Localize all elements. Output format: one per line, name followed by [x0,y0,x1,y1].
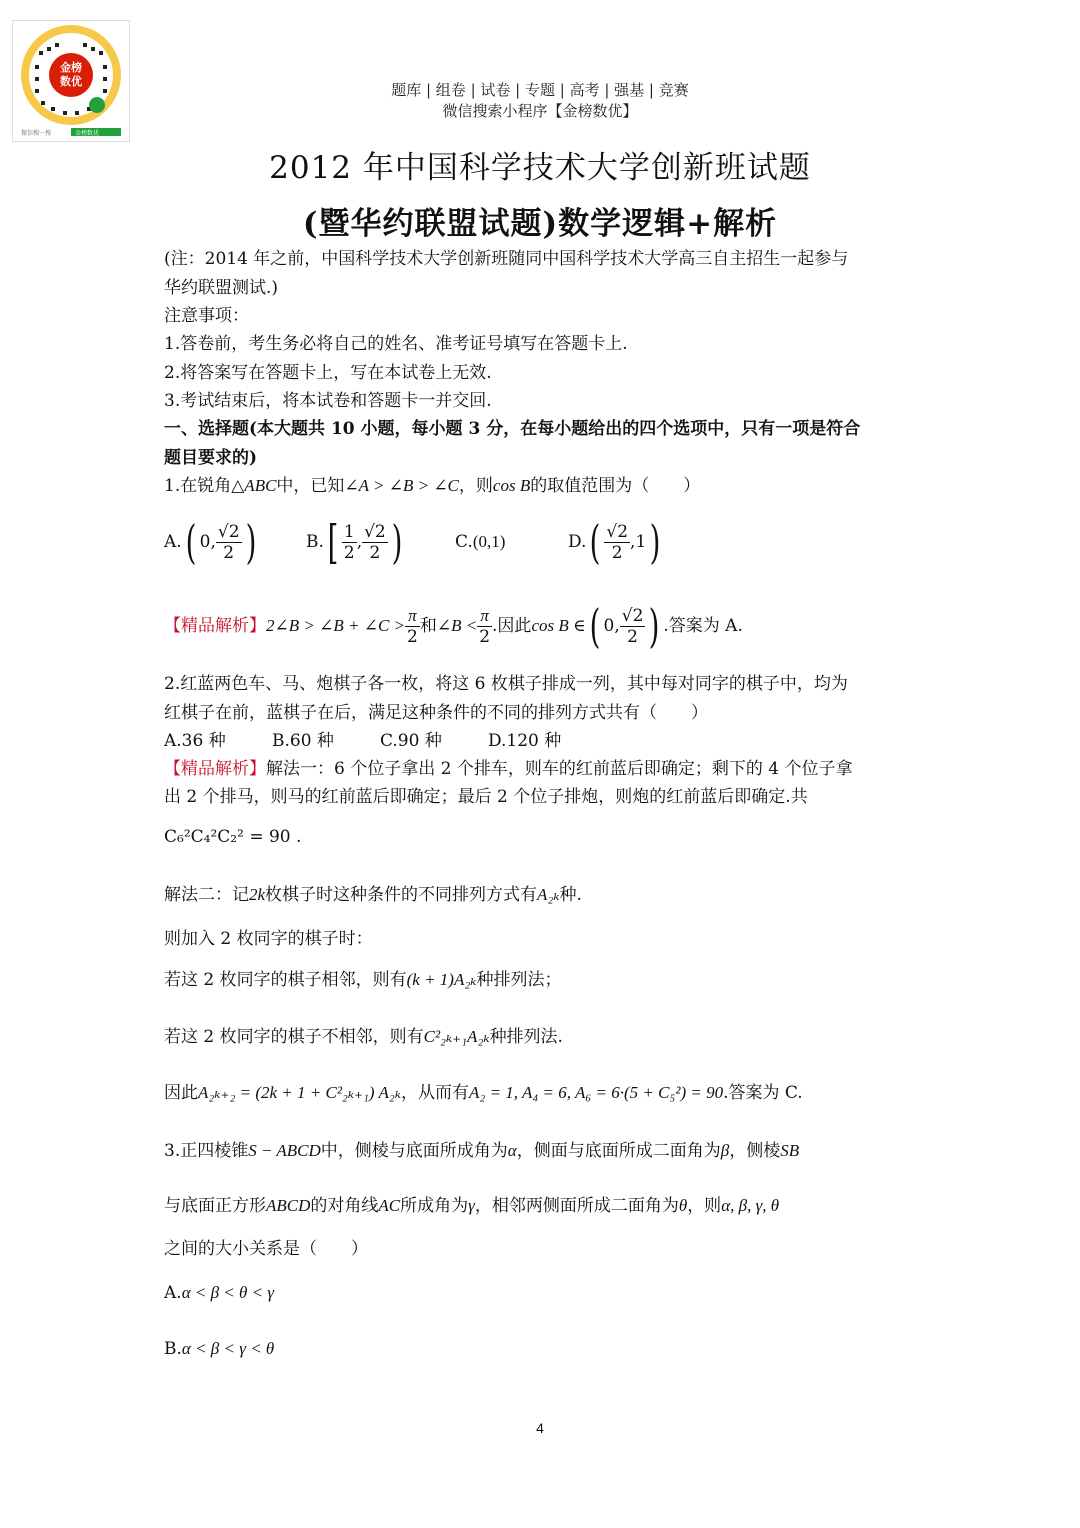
q3-text: ，则 [687,1196,722,1216]
denominator: 2 [479,626,491,647]
analysis-formula: C²₂ₖ₊₁A₂ₖ [423,1027,490,1046]
q2-therefore [164,1082,803,1104]
denominator: 2 [627,626,638,647]
analysis-text: 因此 [164,1083,198,1103]
q1-triangle: △ABC [231,476,277,495]
numerator: π [405,606,420,627]
q3-formula: AC [378,1196,401,1215]
header-mini-program: 微信搜索小程序【金榜数优】 [442,102,638,120]
numerator: √2 [364,521,386,542]
right-paren: ) [391,515,403,569]
page-number: 4 [536,1420,544,1436]
q1-option-b: B. [ $\frac{1}{2}$ , $\frac{√2}{2}$ ) [306,515,403,569]
analysis-formula: ∠B < [436,616,478,635]
logo-footer-right: 金榜数优 [75,130,100,137]
left-paren: ( [590,515,601,569]
fraction [362,522,388,563]
instruction-item: 3.考试结束后，将本试卷和答题卡一并交回. [164,391,492,411]
logo-center-text-2: 数优 [60,75,82,88]
question-3-stem-line-3: 之间的大小关系是（ ） [164,1239,368,1259]
denominator: 2 [611,542,623,563]
instruction-item: 2.将答案写在答题卡上，写在本试卷上无效. [164,363,492,383]
right-paren: ) [649,599,660,653]
analysis-text: .因此 [492,616,532,636]
q1-stem-text: 的取值范围为（ ） [530,476,701,496]
option-value: ,1 [630,532,647,552]
q3-option-a [164,1282,274,1304]
denominator: 2 [223,542,235,563]
numerator: π [477,606,492,627]
question-3-stem-line-1 [164,1140,799,1162]
fraction [342,522,357,563]
logo-center-text-1: 金榜 [60,61,82,74]
logo-footer-left: 微信搜一搜 [21,130,52,137]
analysis-text: 解法一：6 个位子拿出 2 个排车，则车的红前蓝后即确定；剩下的 4 个位子拿 [266,759,853,779]
q3-text: 与底面正方形 [164,1196,266,1216]
question-3-stem-line-2 [164,1195,779,1217]
q3-option-b [164,1338,274,1360]
analysis-formula: (k + 1)A₂ₖ [406,970,477,989]
q3-formula: γ [468,1196,475,1215]
analysis-formula: 0, [603,616,620,636]
fraction [604,522,630,563]
analysis-formula: cos B ∈ [531,616,586,635]
q3-text: 的对角线 [310,1196,379,1216]
q1-condition: ∠A > ∠B > ∠C [344,476,459,495]
denominator: 2 [369,542,381,563]
q1-option-d [568,512,664,572]
instructions-heading: 注意事项： [164,306,249,326]
page-title: 2012 年中国科学技术大学创新班试题 [269,150,811,186]
q1-stem-text: 中，已知 [276,476,345,496]
q2-method-2 [164,884,582,906]
analysis-formula: A₂ₖ [537,885,560,904]
numerator: √2 [217,521,240,542]
q3-formula: α, β, γ, θ [721,1196,780,1215]
option-value: (0,1) [472,532,506,551]
question-2-stem-line-1: 2.红蓝两色车、马、炮棋子各一枚，将这 6 枚棋子排成一列，其中每对同字的棋子中，均为 [164,674,848,694]
analysis-text: 若这 2 枚同字的棋子不相邻，则有 [164,1027,424,1047]
page-subtitle: (暨华约联盟试题)数学逻辑+解析 [302,206,778,242]
question-2-stem-line-2: 红棋子在前，蓝棋子在后，满足这种条件的不同的排列方式共有（ ） [164,703,708,723]
option-label: C. [455,532,473,552]
q2-option: A.36 种 [164,731,226,751]
q1-analysis [164,596,743,656]
q2-formula-1: C₆²C₄²C₂² = 90 . [164,827,302,847]
left-paren: ( [589,599,600,653]
fraction [405,606,420,647]
q2-option: D.120 种 [488,731,562,751]
q3-text: ，侧棱 [729,1141,781,1161]
fraction [620,606,646,647]
q2-option: B.60 种 [272,731,334,751]
header-nav: 题库 | 组卷 | 试卷 | 专题 | 高考 | 强基 | 竞赛 [391,81,689,99]
q1-stem-text: ，则 [458,476,493,496]
analysis-formula: A₂ = 1, A₄ = 6, A₆ = 6·(5 + C₅²) = 90 [469,1083,724,1102]
q1-stem-text: 1.在锐角 [164,476,232,496]
analysis-text: 种. [559,885,582,905]
right-paren: ) [245,515,256,569]
fraction [216,522,242,563]
option-label: A. [164,532,182,552]
option-label: B. [306,532,324,552]
q3-text: ，相邻两侧面所成二面角为 [474,1196,679,1216]
section-heading-line-1: 一、选择题(本大题共 10 小题，每小题 3 分，在每小题给出的四个选项中，只有一项是符合 [164,419,861,439]
q2-analysis-line-2: 出 2 个排马，则马的红前蓝后即确定；最后 2 个位子排炮，则炮的红前蓝后即确定.共 [164,787,808,807]
question-1-stem [164,475,700,497]
numerator: √2 [621,605,644,626]
header [0,80,1080,122]
left-paren: ( [185,515,197,569]
analysis-formula: A₂ₖ₊₂ = (2k + 1 + C²₂ₖ₊₁) A₂ₖ [198,1083,402,1102]
q1-cos: cos B [492,476,531,495]
option-value: 0, [199,532,216,552]
analysis-tag: 【精品解析】 [164,759,266,779]
q1-option-c [455,512,505,572]
analysis-tag: 【精品解析】 [164,616,266,636]
q2-add-line: 则加入 2 枚同字的棋子时： [164,929,373,949]
numerator: 1 [343,521,355,542]
option-label: D. [568,532,587,552]
left-bracket: [ [327,515,339,569]
option-label: B. [164,1339,182,1359]
denominator: 2 [343,542,355,563]
numerator: √2 [606,521,629,542]
q3-formula: θ [678,1196,688,1215]
q3-formula: SB [780,1141,800,1160]
q2-option: C.90 种 [380,731,442,751]
analysis-text: 种排列法； [476,970,562,990]
q1-option-a [164,512,259,572]
q3-formula: ABCD [266,1196,311,1215]
instruction-item: 1.答卷前，考生务必将自己的姓名、准考证号填写在答题卡上. [164,334,628,354]
note-line-1: (注：2014 年之前，中国科学技术大学创新班随同中国科学技术大学高三自主招生一起参与 [164,249,849,269]
section-heading-line-2: 题目要求的) [164,448,258,468]
analysis-text: 种排列法. [489,1027,563,1047]
q3-text: 中，侧棱与底面所成角为 [320,1141,508,1161]
q3-text: 所成角为 [400,1196,469,1216]
q2-nonadjacent [164,1026,563,1048]
analysis-text: 若这 2 枚同字的棋子相邻，则有 [164,970,407,990]
note-line-2: 华约联盟测试.) [164,278,279,298]
q3-formula: S − ABCD [248,1141,321,1160]
analysis-text: 枚棋子时这种条件的不同排列方式有 [265,885,538,905]
right-paren: ) [649,515,661,569]
analysis-formula: 2∠B > ∠B + ∠C > [266,616,406,635]
q3-formula: β [720,1141,730,1160]
q2-analysis-line-1 [164,758,852,780]
option-label: A. [164,1283,182,1303]
analysis-formula: 2k [249,885,266,904]
analysis-text: .答案为 C. [723,1083,803,1103]
analysis-text: 和 [419,616,437,636]
fraction [477,606,492,647]
analysis-text: 解法二：记 [164,885,249,905]
q3-text: ，侧面与底面所成二面角为 [516,1141,721,1161]
analysis-text: ，从而有 [401,1083,470,1103]
q2-adjacent [164,969,561,991]
q3-formula: α [507,1141,517,1160]
analysis-text: .答案为 A. [663,616,743,636]
option-value: α < β < θ < γ [181,1283,275,1302]
q3-text: 3.正四棱锥 [164,1141,249,1161]
option-value: α < β < γ < θ [181,1339,275,1358]
denominator: 2 [407,626,418,647]
